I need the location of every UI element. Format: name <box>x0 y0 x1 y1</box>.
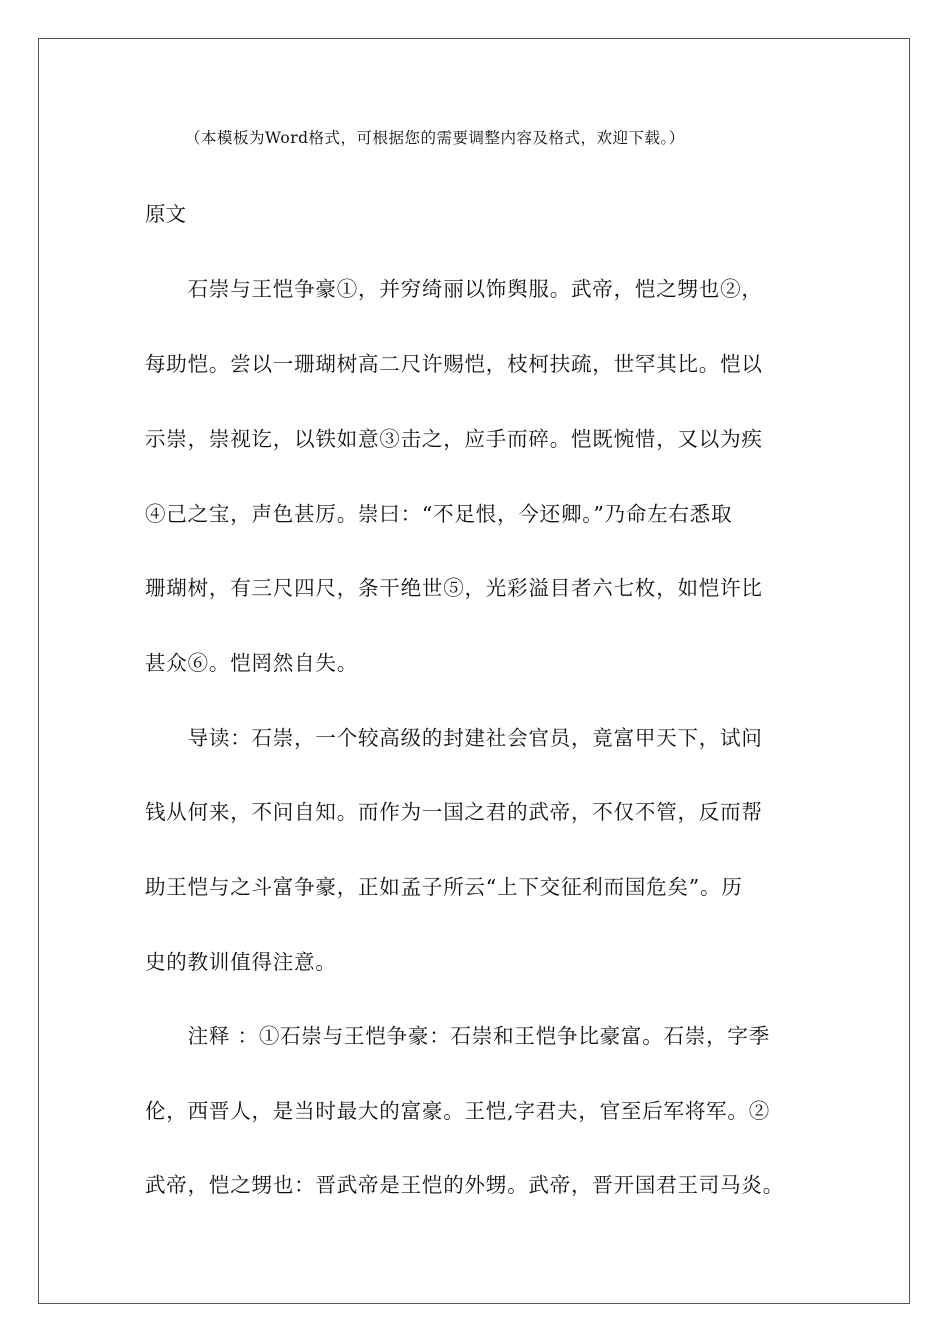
text-line: 助王恺与之斗富争豪，正如孟子所云“上下交征利而国危矣”。历 <box>145 875 743 899</box>
text-line: 导读：石崇，一个较高级的封建社会官员，竟富甲天下，试问 <box>145 726 763 750</box>
text-line: 甚众⑥。恺罔然自失。 <box>145 651 358 675</box>
text-line: 武帝，恺之甥也：晋武帝是王恺的外甥。武帝，晋开国君王司马炎。 <box>145 1173 784 1197</box>
text-line: 钱从何来，不问自知。而作为一国之君的武帝，不仅不管，反而帮 <box>145 800 763 824</box>
text-line: 石崇与王恺争豪①，并穷绮丽以饰舆服。武帝，恺之甥也②， <box>145 277 763 301</box>
text-line: 珊瑚树，有三尺四尺，条干绝世⑤，光彩溢目者六七枚，如恺许比 <box>145 576 763 600</box>
text-line: 注释 ：①石崇与王恺争豪：石崇和王恺争比豪富。石崇，字季 <box>145 1024 771 1048</box>
text-line: ④己之宝，声色甚厉。崇曰：“不足恨，今还卿。”乃命左右悉取 <box>145 502 733 526</box>
text-line: 伦，西晋人，是当时最大的富豪。王恺,字君夫，官至后军将军。② <box>145 1099 771 1123</box>
section-heading: 原文 <box>145 202 186 226</box>
template-note: （本模板为Word格式，可根据您的需要调整内容及格式，欢迎下载。） <box>185 129 685 147</box>
text-line: 每助恺。尝以一珊瑚树高二尺许赐恺，枝柯扶疏，世罕其比。恺以 <box>145 352 763 376</box>
text-line: 史的教训值得注意。 <box>145 950 337 974</box>
text-line: 示崇，崇视讫，以铁如意③击之，应手而碎。恺既惋惜，又以为疾 <box>145 427 763 451</box>
